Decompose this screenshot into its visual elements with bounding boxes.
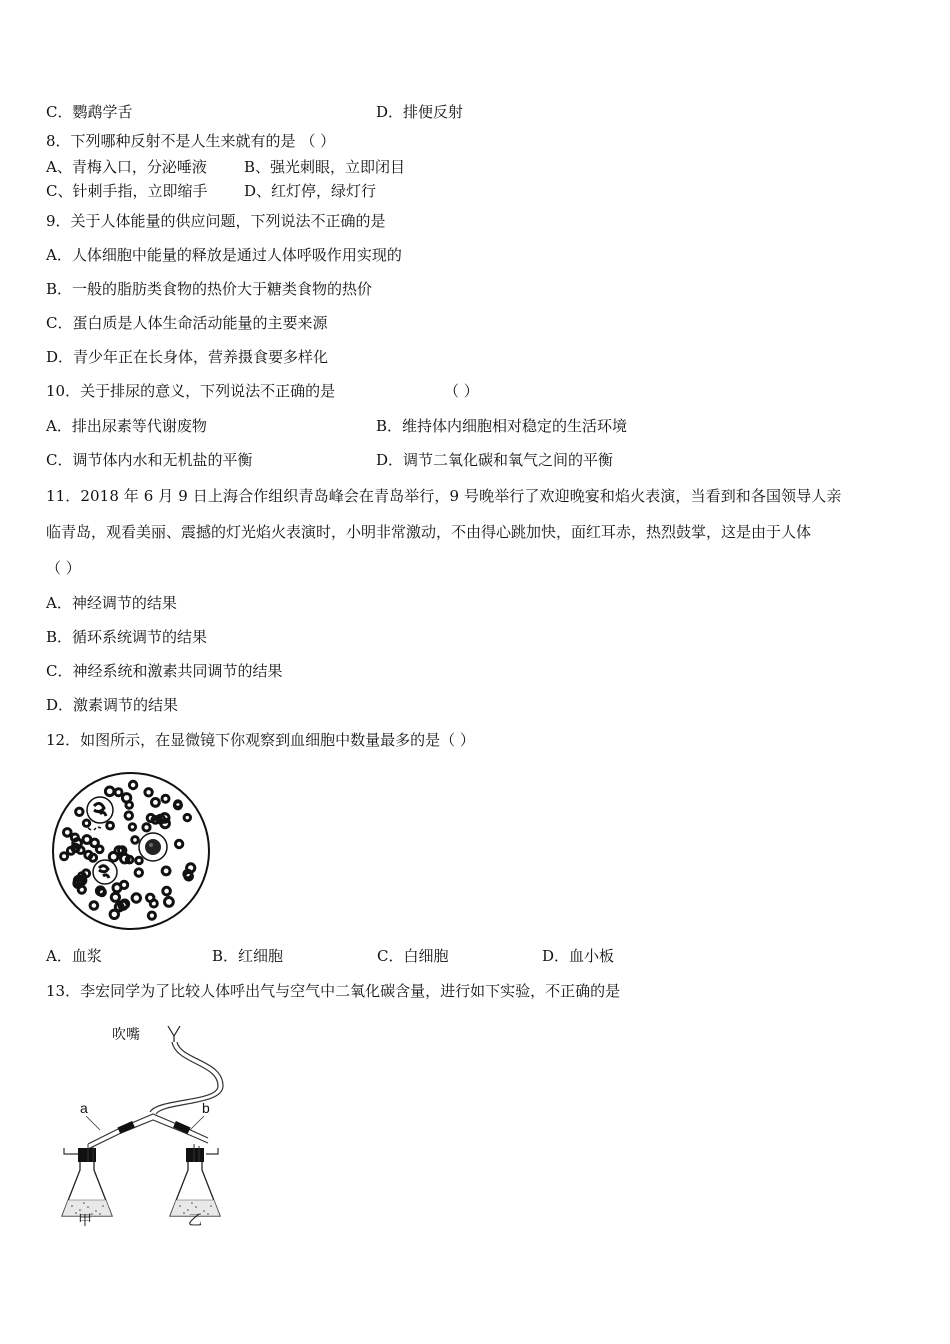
q9-option-b: B．一般的脂肪类食物的热价大于糖类食物的热价 [46, 280, 373, 298]
q12-option-c: C．白细胞 [377, 947, 449, 965]
q8-stem: 8．下列哪种反射不是人生来就有的是 （ ） [46, 132, 336, 150]
q12-option-b: B．红细胞 [212, 947, 284, 965]
q9-stem: 9．关于人体能量的供应问题，下列说法不正确的是 [46, 212, 386, 230]
q10-options-row-2 [46, 450, 746, 470]
q11-stem-line-1: 11．2018 年 6 月 9 日上海合作组织青岛峰会在青岛举行，9 号晚举行了欢迎晚宴和焰火表演，当看到和各国领导人亲 [46, 487, 842, 505]
q9-option-a: A．人体细胞中能量的释放是通过人体呼吸作用实现的 [46, 246, 402, 264]
q11-stem-line-2: 临青岛，观看美丽、震撼的灯光焰火表演时，小明非常激动，不由得心跳加快，面红耳赤，热烈鼓掌，这是由于人体 [46, 523, 812, 541]
blood-smear-figure [50, 770, 212, 932]
figure-label-a: a [80, 1100, 88, 1116]
white-blood-cell [139, 833, 167, 861]
q9-option-d: D．青少年正在长身体，营养摄食要多样化 [46, 348, 329, 366]
breath-experiment-apparatus [58, 1020, 228, 1230]
stopper-right [186, 1148, 204, 1162]
white-blood-cell [93, 860, 117, 884]
q8-options-row-1 [46, 157, 546, 177]
q10-stem-row [46, 381, 546, 401]
q12-option-a: A．血浆 [46, 947, 102, 965]
q8-option-c: C、针刺手指，立即缩手 [46, 182, 208, 200]
figure-label-mouthpiece: 吹嘴 [112, 1028, 140, 1043]
q7-option-d: D．排便反射 [376, 103, 464, 121]
q12-stem: 12．如图所示，在显微镜下你观察到血细胞中数量最多的是（ ） [46, 731, 475, 749]
q10-options-row-1 [46, 416, 746, 436]
white-blood-cell [87, 797, 113, 823]
breath-experiment-figure [58, 1020, 228, 1230]
q8-options-row-2 [46, 181, 546, 201]
q7-options-row [46, 102, 646, 122]
q9-option-c: C．蛋白质是人体生命活动能量的主要来源 [46, 314, 328, 332]
q10-option-b: B．维持体内细胞相对稳定的生活环境 [376, 417, 628, 435]
q13-stem: 13．李宏同学为了比较人体呼出气与空气中二氧化碳含量，进行如下实验，不正确的是 [46, 982, 621, 1000]
q10-answer-paren: （ ） [444, 382, 479, 400]
q11-answer-paren: （ ） [46, 559, 81, 577]
q8-option-d: D、红灯停，绿灯行 [244, 182, 377, 200]
q8-option-b: B、强光刺眼，立即闭目 [244, 158, 406, 176]
figure-label-right-flask: 乙 [188, 1214, 202, 1229]
q11-option-a: A．神经调节的结果 [46, 594, 177, 612]
q11-option-d: D．激素调节的结果 [46, 696, 179, 714]
q11-option-c: C．神经系统和激素共同调节的结果 [46, 662, 283, 680]
q7-option-c: C．鹦鹉学舌 [46, 103, 133, 121]
figure-label-left-flask: 甲 [78, 1214, 92, 1229]
q10-option-c: C．调节体内水和无机盐的平衡 [46, 451, 253, 469]
q11-option-b: B．循环系统调节的结果 [46, 628, 208, 646]
q12-option-d: D．血小板 [542, 947, 615, 965]
figure-label-b: b [202, 1100, 210, 1116]
q10-option-a: A．排出尿素等代谢废物 [46, 417, 207, 435]
q10-stem: 10．关于排尿的意义，下列说法不正确的是 [46, 382, 336, 400]
q8-option-a: A、青梅入口，分泌唾液 [46, 158, 207, 176]
q12-options-row [46, 946, 746, 966]
blood-smear-illustration [50, 770, 212, 932]
q10-option-d: D．调节二氧化碳和氧气之间的平衡 [376, 451, 614, 469]
